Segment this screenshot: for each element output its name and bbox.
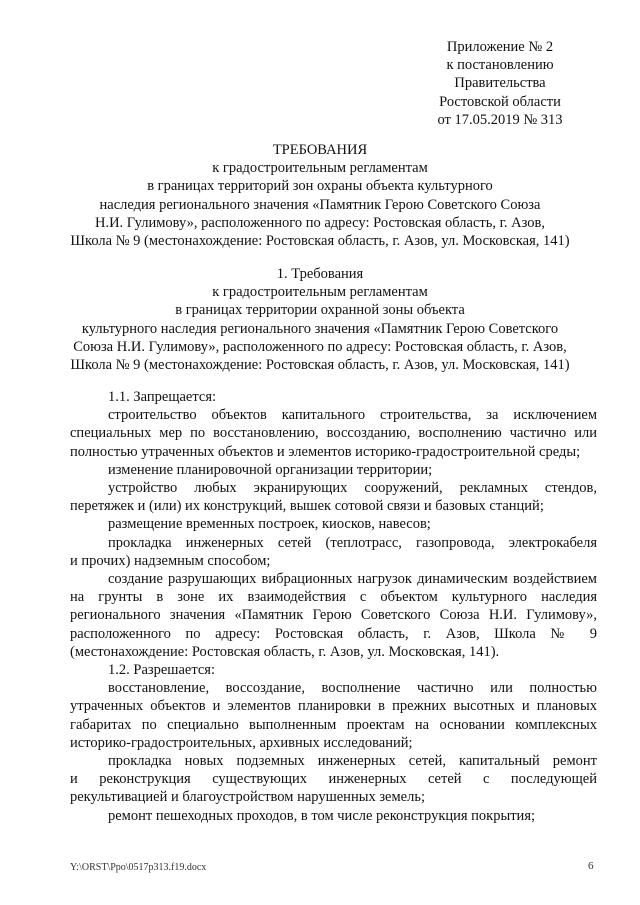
title-line: Школа № 9 (местонахождение: Ростовская область, г. Азов, ул. Московская, 141) bbox=[70, 233, 570, 250]
appendix-line: от 17.05.2019 № 313 bbox=[437, 111, 563, 128]
text-line: перетяжек и (или) их конструкций, вышек сотовой связи и базовых станций; bbox=[70, 498, 544, 515]
text-line: утраченных объектов и элементов планировки в прежних высотных и плановых bbox=[70, 698, 597, 715]
text-line: ремонт пешеходных проходов, в том числе реконструкция покрытия; bbox=[108, 807, 536, 824]
appendix-line: Приложение № 2 bbox=[446, 39, 554, 55]
text-line: историко-градостроительных, архивных исследований; bbox=[70, 734, 413, 751]
document-title bbox=[40, 141, 600, 250]
text-line: строительство объектов капитального строительства, за исключением bbox=[108, 407, 597, 424]
title-line: к градостроительным регламентам bbox=[212, 160, 428, 177]
text-line: специальных мер по восстановлению, воссозданию, восполнению частично или bbox=[70, 425, 597, 442]
text-line: создание разрушающих вибрационных нагрузок динамическим воздействием bbox=[108, 571, 597, 588]
text-line: рекультивацией и благоустройством нарушенных земель; bbox=[70, 789, 425, 806]
section-line: к градостроительным регламентам bbox=[212, 284, 428, 301]
footer-file-path: Y:\ORST\Ppo\0517p313.f19.docx bbox=[70, 862, 207, 873]
text-line: полностью утраченных объектов и элементов историко-градостроительной среды; bbox=[70, 443, 581, 460]
title-heading: ТРЕБОВАНИЯ bbox=[272, 142, 368, 158]
subsection-heading-1-2: 1.2. Разрешается: bbox=[108, 662, 215, 679]
text-line: на грунты в зоне их взаимодействия с объектом культурного наследия bbox=[70, 589, 597, 606]
text-line: прокладка инженерных сетей (теплотрасс, газопровода, электрокабеля bbox=[108, 534, 597, 551]
appendix-line: Правительства bbox=[454, 75, 546, 92]
subsection-heading-1-1: 1.1. Запрещается: bbox=[108, 389, 217, 405]
text-line: восстановление, воссоздание, восполнение частично или полностью bbox=[108, 680, 597, 697]
title-line: в границах территорий зон охраны объекта культурного bbox=[147, 178, 493, 195]
text-line: регионального значения «Памятник Герою Советского Союза Н.И. Гулимову», bbox=[70, 607, 597, 624]
text-line: прокладка новых подземных инженерных сетей, капитальный ремонт bbox=[108, 753, 597, 770]
text-line: устройство любых экранирующих сооружений, рекламных стендов, bbox=[108, 480, 597, 497]
text-line: и прочих) надземным способом; bbox=[70, 552, 271, 569]
section-line: Союза Н.И. Гулимову», расположенного по адресу: Ростовская область, г. Азов, bbox=[73, 338, 567, 355]
text-line: размещение временных построек, киосков, навесов; bbox=[108, 516, 431, 533]
section-line: 1. Требования bbox=[276, 266, 364, 282]
section-line: Школа № 9 (местонахождение: Ростовская область, г. Азов, ул. Московская, 141) bbox=[70, 357, 570, 374]
body-text bbox=[70, 388, 597, 825]
text-line: и реконструкция существующих инженерных сетей с последующей bbox=[70, 771, 597, 788]
text-line: габаритах по специально выполненным проектам на основании комплексных bbox=[70, 716, 597, 733]
appendix-line: Ростовской области bbox=[439, 93, 561, 110]
text-line: расположенного по адресу: Ростовская область, г. Азов, Школа № 9 bbox=[70, 625, 597, 642]
text-line: (местонахождение: Ростовская область, г. Азов, ул. Московская, 141). bbox=[70, 643, 500, 660]
title-line: наследия регионального значения «Памятник Герою Советского Союза bbox=[99, 196, 541, 213]
text-line: изменение планировочной организации территории; bbox=[108, 461, 433, 478]
page-number: 6 bbox=[588, 860, 594, 872]
title-line: Н.И. Гулимову», расположенного по адресу: Ростовская область, г. Азов, bbox=[94, 214, 546, 231]
section-1-heading bbox=[40, 265, 600, 374]
section-line: в границах территории охранной зоны объекта bbox=[175, 302, 465, 319]
appendix-line: к постановлению bbox=[446, 57, 554, 74]
appendix-header bbox=[410, 38, 590, 129]
section-line: культурного наследия регионального значения «Памятник Герою Советского bbox=[81, 320, 559, 337]
